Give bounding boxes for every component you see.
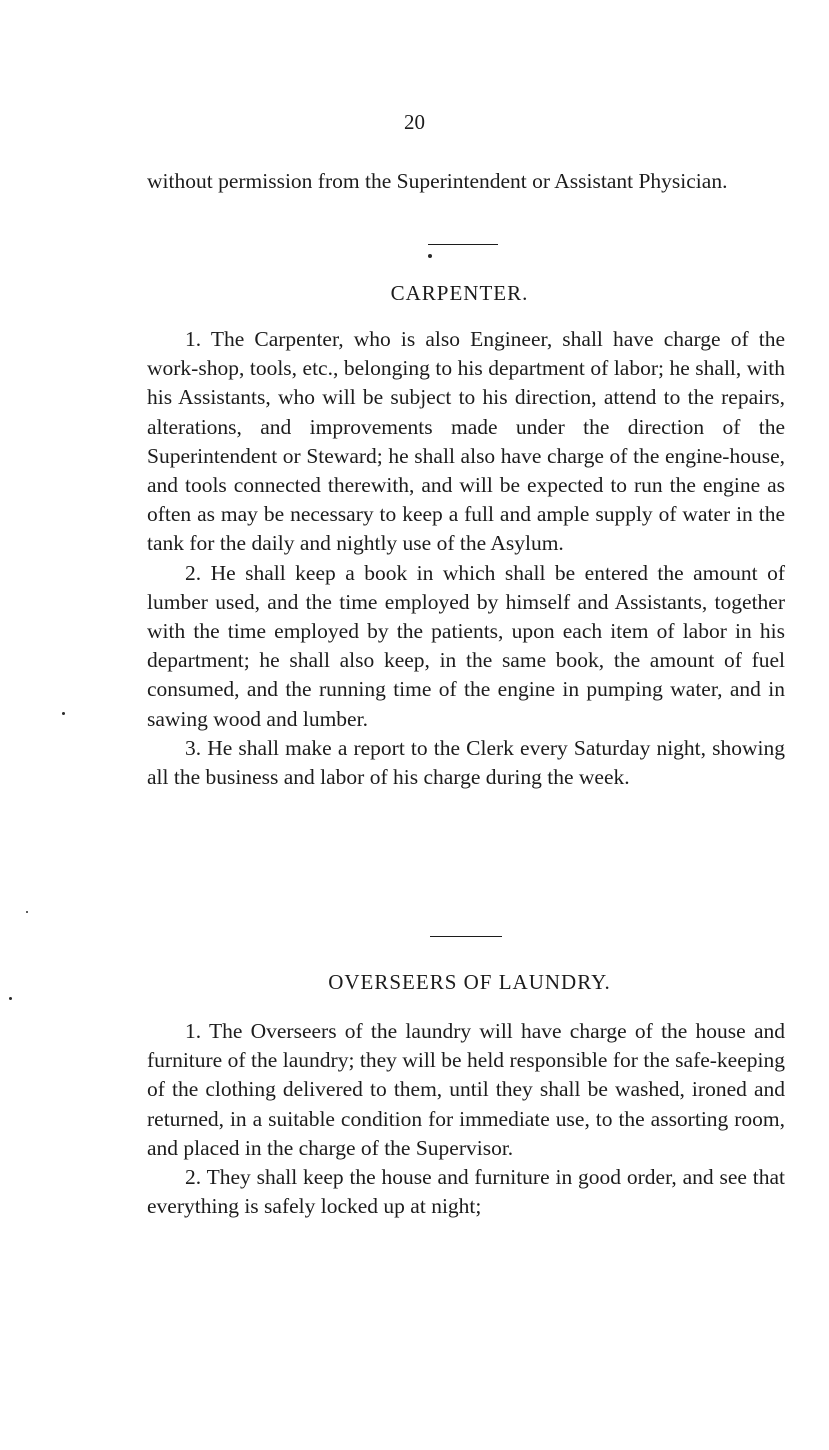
carpenter-rule-1: 1. The Carpenter, who is also Engineer, shall have charge of the work-shop, tools, etc., belonging to his department of labor; he shall, with his Assistants, who will be subject to his direction, attend to the repairs, alterations, and improvements made under the direction of the Superintendent or Steward; he shall also have charge of the engine-house, and tools connected therewith, and will be expected to run the engine as often as may be necessary to keep a full and ample supply of water in the tank for the daily and nightly use of the Asylum. [147, 327, 785, 556]
section-divider [428, 244, 498, 245]
lead-paragraph [147, 167, 785, 196]
laundry-rule-2: 2. They shall keep the house and furniture in good order, and see that everything is safely locked up at night; [147, 1165, 785, 1219]
section-heading-carpenter: CARPENTER. [390, 281, 529, 305]
carpenter-rule-2: 2. He shall keep a book in which shall be entered the amount of lumber used, and the time employed by himself and Assistants, together with the time employed by the patients, upon each item of labor in his department; he shall also keep, in the same book, the amount of fuel consumed, and the running time of the engine in pumping water, and in sawing wood and lumber. [147, 560, 785, 731]
laundry-section [147, 1017, 785, 1221]
section-divider [430, 936, 502, 937]
carpenter-section [147, 325, 785, 792]
lead-text: without permission from the Superintendent or Assistant Physician. [147, 169, 728, 193]
scan-speck [26, 911, 28, 913]
scan-speck [9, 997, 12, 1000]
scan-speck [62, 712, 65, 715]
page-number: 20 [404, 110, 425, 134]
section-heading-laundry: OVERSEERS OF LAUNDRY. [328, 970, 611, 994]
laundry-rule-1: 1. The Overseers of the laundry will have charge of the house and furniture of the laundry; they will be held responsible for the safe-keeping of the clothing delivered to them, until they shall be washed, ironed and returned, in a suitable condition for immediate use, to the assorting room, and placed in the charge of the Supervisor. [147, 1019, 785, 1160]
scan-speck [428, 254, 432, 258]
carpenter-rule-3: 3. He shall make a report to the Clerk every Saturday night, showing all the business and labor of his charge during the week. [147, 735, 785, 790]
